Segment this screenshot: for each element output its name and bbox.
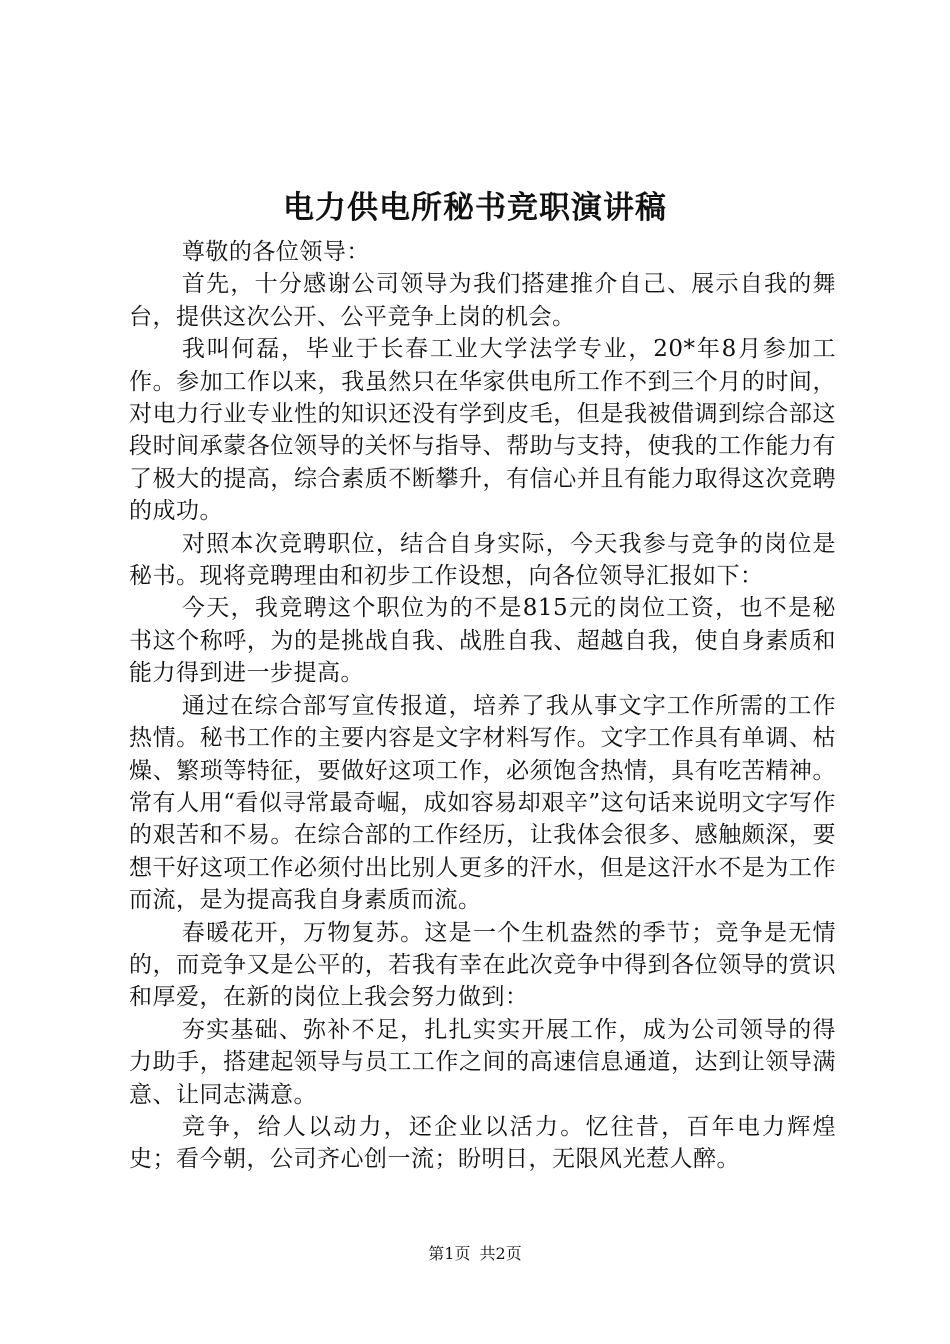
paragraph-position: 对照本次竞聘职位，结合自身实际，今天我参与竞争的岗位是秘书。现将竞聘理由和初步工作设想，向各位领导汇报如下： (129, 530, 836, 590)
page-footer (0, 1243, 950, 1265)
paragraph-commitment: 春暖花开，万物复苏。这是一个生机盎然的季节；竞争是无情的，而竞争又是公平的，若我有幸在此次竞争中得到各位领导的赏识和厚爱，在新的岗位上我会努力做到： (129, 919, 836, 1011)
page-number-current: 第1页 (428, 1244, 471, 1263)
paragraph-closing: 竞争，给人以动力，还企业以活力。忆往昔，百年电力辉煌史；看今朝，公司齐心创一流；盼明日，无限风光惹人醉。 (129, 1113, 836, 1173)
document-title: 电力供电所秘书竞职演讲稿 (283, 190, 667, 226)
paragraph-motivation: 今天，我竞聘这个职位为的不是815元的岗位工资，也不是秘书这个称呼，为的是挑战自我、战胜自我、超越自我，使自身素质和能力得到进一步提高。 (129, 595, 836, 687)
document-body (129, 236, 836, 1176)
paragraph-salutation: 尊敬的各位领导： (181, 239, 370, 265)
paragraph-experience: 通过在综合部写宣传报道，培养了我从事文字工作所需的工作热情。秘书工作的主要内容是文字材料写作。文字工作具有单调、枯燥、繁琐等特征，要做好这项工作，必须饱含热情，具有吃苦精神。常有人用“看似寻常最奇崛，成如容易却艰辛”这句话来说明文字写作的艰苦和不易。在综合部的工作经历，让我体会很多、感触颇深，要想干好这项工作必须付出比别人更多的汗水，但是这汗水不是为工作而流，是为提高我自身素质而流。 (129, 692, 836, 914)
paragraph-self-intro: 我叫何磊，毕业于长春工业大学法学专业，20*年8月参加工作。参加工作以来，我虽然只在华家供电所工作不到三个月的时间，对电力行业专业性的知识还没有学到皮毛，但是我被借调到综合部这段时间承蒙各位领导的关怀与指导、帮助与支持，使我的工作能力有了极大的提高，综合素质不断攀升，有信心并且有能力取得这次竞聘的成功。 (129, 336, 836, 525)
page-number-total: 共2页 (479, 1244, 522, 1263)
paragraph-thanks: 首先，十分感谢公司领导为我们搭建推介自己、展示自我的舞台，提供这次公开、公平竞争上岗的机会。 (129, 271, 836, 330)
paragraph-goals: 夯实基础、弥补不足，扎扎实实开展工作，成为公司领导的得力助手，搭建起领导与员工工作之间的高速信息通道，达到让领导满意、让同志满意。 (129, 1016, 836, 1108)
